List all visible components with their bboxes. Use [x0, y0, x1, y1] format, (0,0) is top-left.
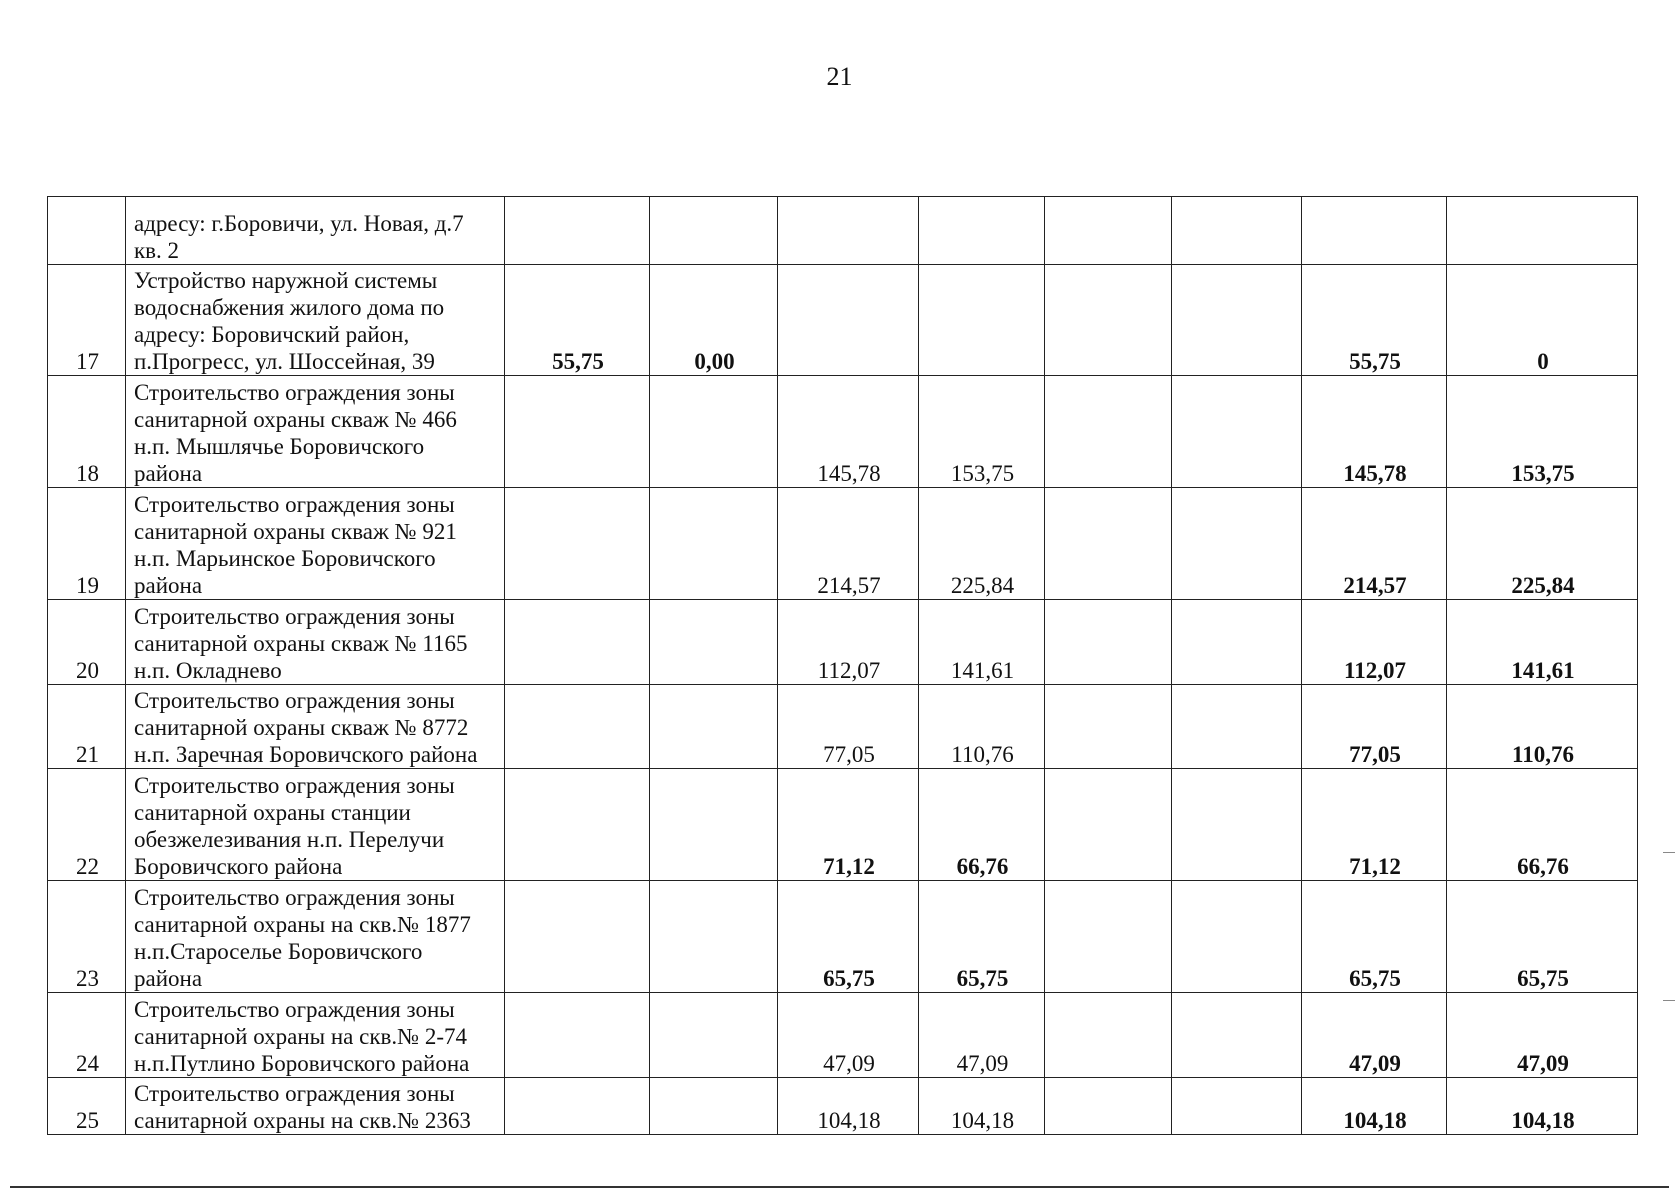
- row-number: 17: [48, 265, 126, 376]
- value-cell-c6: [1172, 600, 1302, 685]
- row-description: [126, 685, 505, 769]
- description-line: п.Прогресс, ул. Шоссейная, 39: [134, 349, 435, 374]
- value-cell-c5: [1045, 376, 1172, 488]
- description-line: Строительство ограждения зоны: [134, 1081, 455, 1106]
- value-cell-c7: 145,78: [1302, 376, 1447, 488]
- description-line: Устройство наружной системы: [134, 268, 438, 293]
- value-cell-c4: 65,75: [919, 881, 1045, 993]
- row-description: [126, 881, 505, 993]
- scan-mark: [1663, 852, 1675, 853]
- budget-table: [47, 196, 1638, 1135]
- description-line: Строительство ограждения зоны: [134, 773, 455, 798]
- value-cell-c8: 225,84: [1447, 488, 1638, 600]
- value-cell-c8: 141,61: [1447, 600, 1638, 685]
- description-line: района: [134, 573, 203, 598]
- value-cell-c8: 153,75: [1447, 376, 1638, 488]
- description-line: н.п.Староселье Боровичского: [134, 939, 423, 964]
- value-cell-c2: [650, 488, 778, 600]
- value-cell-c3: 104,18: [778, 1078, 919, 1135]
- value-cell-c3: 112,07: [778, 600, 919, 685]
- value-cell-c1: [505, 488, 650, 600]
- table-row: [48, 1078, 1638, 1135]
- row-description: [126, 1078, 505, 1135]
- row-description: [126, 265, 505, 376]
- value-cell-c4: [919, 265, 1045, 376]
- description-line: н.п.Путлино Боровичского района: [134, 1051, 470, 1076]
- description-line: н.п. Мышлячье Боровичского: [134, 434, 425, 459]
- row-description: [126, 197, 505, 265]
- value-cell-c7: 71,12: [1302, 769, 1447, 881]
- value-cell-c2: [650, 1078, 778, 1135]
- value-cell-c2: [650, 600, 778, 685]
- description-line: Строительство ограждения зоны: [134, 885, 455, 910]
- value-cell-c6: [1172, 197, 1302, 265]
- value-cell-c6: [1172, 685, 1302, 769]
- value-cell-c1: [505, 600, 650, 685]
- description-line: санитарной охраны станции: [134, 800, 411, 825]
- value-cell-c8: 110,76: [1447, 685, 1638, 769]
- value-cell-c4: 110,76: [919, 685, 1045, 769]
- value-cell-c3: 214,57: [778, 488, 919, 600]
- description-line: санитарной охраны скваж № 8772: [134, 715, 469, 740]
- row-number: 20: [48, 600, 126, 685]
- value-cell-c1: [505, 993, 650, 1078]
- value-cell-c5: [1045, 993, 1172, 1078]
- description-line: кв. 2: [134, 238, 180, 263]
- value-cell-c8: 47,09: [1447, 993, 1638, 1078]
- value-cell-c7: 104,18: [1302, 1078, 1447, 1135]
- scan-mark: [1663, 1000, 1675, 1001]
- value-cell-c2: [650, 769, 778, 881]
- value-cell-c2: [650, 376, 778, 488]
- description-line: водоснабжения жилого дома по: [134, 295, 445, 320]
- value-cell-c8: 104,18: [1447, 1078, 1638, 1135]
- value-cell-c5: [1045, 600, 1172, 685]
- table-row: [48, 685, 1638, 769]
- value-cell-c1: [505, 685, 650, 769]
- row-number: [48, 197, 126, 265]
- value-cell-c8: 66,76: [1447, 769, 1638, 881]
- table-row: [48, 769, 1638, 881]
- value-cell-c5: [1045, 488, 1172, 600]
- value-cell-c4: 153,75: [919, 376, 1045, 488]
- description-line: обезжелезивания н.п. Перелучи: [134, 827, 445, 852]
- description-line: Строительство ограждения зоны: [134, 492, 455, 517]
- value-cell-c6: [1172, 769, 1302, 881]
- description-line: н.п. Марьинское Боровичского: [134, 546, 436, 571]
- value-cell-c2: [650, 685, 778, 769]
- table-row: [48, 376, 1638, 488]
- value-cell-c3: 145,78: [778, 376, 919, 488]
- row-description: [126, 376, 505, 488]
- row-number: 22: [48, 769, 126, 881]
- table-row: [48, 265, 1638, 376]
- description-line: н.п. Заречная Боровичского района: [134, 742, 478, 767]
- value-cell-c2: [650, 881, 778, 993]
- table-row: [48, 488, 1638, 600]
- row-description: [126, 993, 505, 1078]
- value-cell-c4: 66,76: [919, 769, 1045, 881]
- description-line: Строительство ограждения зоны: [134, 997, 455, 1022]
- value-cell-c7: 112,07: [1302, 600, 1447, 685]
- value-cell-c1: [505, 769, 650, 881]
- value-cell-c7: 65,75: [1302, 881, 1447, 993]
- value-cell-c2: 0,00: [650, 265, 778, 376]
- row-number: 19: [48, 488, 126, 600]
- table-row: [48, 197, 1638, 265]
- value-cell-c2: [650, 993, 778, 1078]
- page-number: 21: [826, 62, 853, 91]
- value-cell-c3: 47,09: [778, 993, 919, 1078]
- description-line: адресу: г.Боровичи, ул. Новая, д.7: [134, 211, 464, 236]
- table-row: [48, 993, 1638, 1078]
- value-cell-c6: [1172, 993, 1302, 1078]
- value-cell-c8: 65,75: [1447, 881, 1638, 993]
- description-line: Строительство ограждения зоны: [134, 380, 455, 405]
- value-cell-c6: [1172, 488, 1302, 600]
- description-line: района: [134, 461, 203, 486]
- value-cell-c7: 77,05: [1302, 685, 1447, 769]
- row-number: 21: [48, 685, 126, 769]
- value-cell-c1: 55,75: [505, 265, 650, 376]
- value-cell-c5: [1045, 769, 1172, 881]
- row-number: 23: [48, 881, 126, 993]
- row-description: [126, 488, 505, 600]
- value-cell-c6: [1172, 881, 1302, 993]
- value-cell-c4: 225,84: [919, 488, 1045, 600]
- value-cell-c7: 47,09: [1302, 993, 1447, 1078]
- value-cell-c7: [1302, 197, 1447, 265]
- value-cell-c5: [1045, 1078, 1172, 1135]
- table-row: [48, 881, 1638, 993]
- row-number: 24: [48, 993, 126, 1078]
- value-cell-c6: [1172, 1078, 1302, 1135]
- description-line: санитарной охраны скваж № 1165: [134, 631, 468, 656]
- description-line: санитарной охраны на скв.№ 2-74: [134, 1024, 467, 1049]
- value-cell-c5: [1045, 265, 1172, 376]
- value-cell-c7: 55,75: [1302, 265, 1447, 376]
- value-cell-c3: 77,05: [778, 685, 919, 769]
- value-cell-c4: 47,09: [919, 993, 1045, 1078]
- row-number: 25: [48, 1078, 126, 1135]
- description-line: санитарной охраны скваж № 466: [134, 407, 457, 432]
- value-cell-c5: [1045, 197, 1172, 265]
- description-line: санитарной охраны на скв.№ 2363: [134, 1108, 471, 1133]
- value-cell-c4: 104,18: [919, 1078, 1045, 1135]
- value-cell-c3: [778, 265, 919, 376]
- value-cell-c4: [919, 197, 1045, 265]
- description-line: н.п. Окладнево: [134, 658, 282, 683]
- value-cell-c6: [1172, 265, 1302, 376]
- value-cell-c6: [1172, 376, 1302, 488]
- table-row: [48, 600, 1638, 685]
- description-line: санитарной охраны на скв.№ 1877: [134, 912, 471, 937]
- value-cell-c5: [1045, 881, 1172, 993]
- value-cell-c7: 214,57: [1302, 488, 1447, 600]
- page-bottom-rule: [10, 1186, 1669, 1188]
- row-description: [126, 600, 505, 685]
- description-line: адресу: Боровичский район,: [134, 322, 410, 347]
- value-cell-c3: [778, 197, 919, 265]
- value-cell-c1: [505, 881, 650, 993]
- description-line: района: [134, 966, 203, 991]
- row-number: 18: [48, 376, 126, 488]
- value-cell-c5: [1045, 685, 1172, 769]
- value-cell-c3: 65,75: [778, 881, 919, 993]
- value-cell-c1: [505, 197, 650, 265]
- description-line: санитарной охраны скваж № 921: [134, 519, 457, 544]
- description-line: Строительство ограждения зоны: [134, 604, 455, 629]
- value-cell-c1: [505, 376, 650, 488]
- value-cell-c8: 0: [1447, 265, 1638, 376]
- row-description: [126, 769, 505, 881]
- description-line: Строительство ограждения зоны: [134, 688, 455, 713]
- value-cell-c3: 71,12: [778, 769, 919, 881]
- value-cell-c4: 141,61: [919, 600, 1045, 685]
- value-cell-c8: [1447, 197, 1638, 265]
- description-line: Боровичского района: [134, 854, 343, 879]
- value-cell-c1: [505, 1078, 650, 1135]
- value-cell-c2: [650, 197, 778, 265]
